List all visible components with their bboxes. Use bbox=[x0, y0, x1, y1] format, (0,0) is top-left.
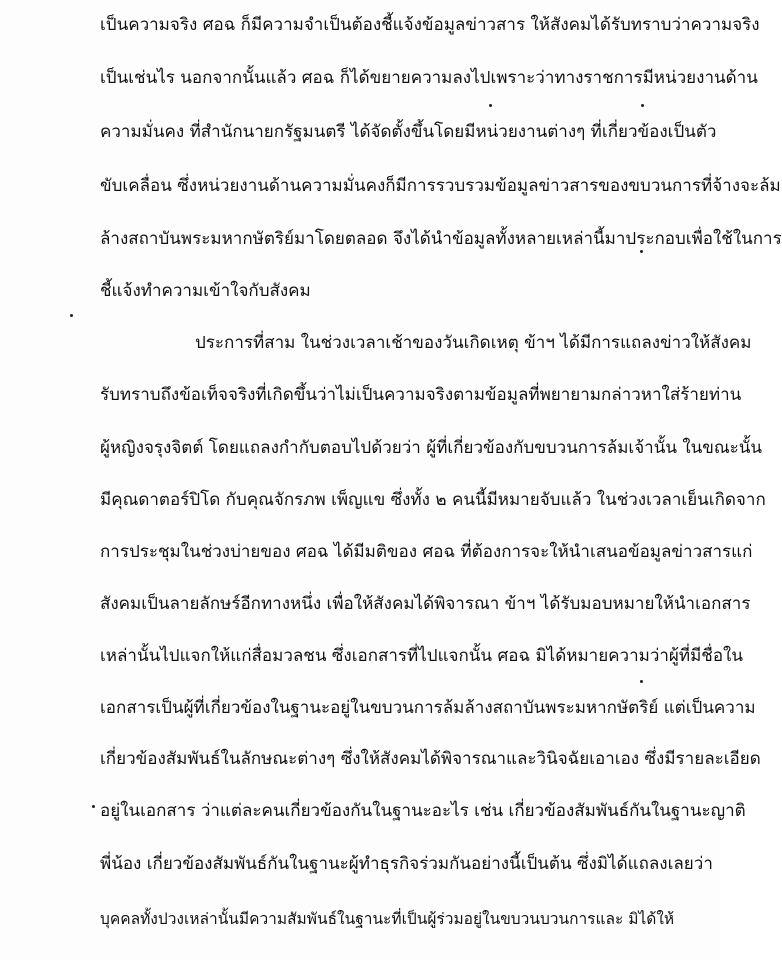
document-line-16: อยู่ในเอกสาร ว่าแต่ละคนเกี่ยวข้องกันในฐานะอะไร เช่น เกี่ยวข้องสัมพันธ์กันในฐานะญาติ bbox=[100, 801, 746, 821]
document-line-1: เป็นความจริง ศอฉ ก็มีความจำเป็นต้องชี้แจ้งข้อมูลข่าวสาร ให้สังคมได้รับทราบว่าความจริง bbox=[100, 15, 760, 35]
document-line-5: ล้างสถาบันพระมหากษัตริย์มาโดยตลอด จึงได้นำข้อมูลทั้งหลายเหล่านี้มาประกอบเพื่อใช้ในการ bbox=[100, 229, 782, 249]
scan-speck bbox=[70, 314, 73, 317]
document-line-3: ความมั่นคง ที่สำนักนายกรัฐมนตรี ได้จัดตั้งขึ้นโดยมีหน่วยงานต่างๆ ที่เกี่ยวข้องเป็นตัว bbox=[100, 122, 717, 142]
scan-speck bbox=[640, 680, 643, 683]
scan-speck bbox=[92, 805, 95, 808]
scan-speck bbox=[640, 250, 643, 253]
document-line-12: สังคมเป็นลายลักษร์อีกทางหนึ่ง เพื่อให้สังคมได้พิจารณา ข้าฯ ได้รับมอบหมายให้นำเอกสาร bbox=[100, 594, 751, 614]
document-line-4: ขับเคลื่อน ซึ่งหน่วยงานด้านความมั่นคงก็มีการรวบรวมข้อมูลข่าวสารของขบวนการที่จ้างจะล้ม bbox=[100, 176, 781, 196]
document-line-10: มีคุณดาตอร์ปิโด กับคุณจักรภพ เพ็ญแข ซึ่งทั้ง ๒ คนนี้มีหมายจับแล้ว ในช่วงเวลาเย็นเกิดจาก bbox=[100, 490, 766, 510]
document-line-9: ผู้หญิงจรุงจิตต์ โดยแถลงกำกับตอบไปด้วยว่า ผู้ที่เกี่ยวข้องกับขบวนการล้มเจ้านั้น ในขณะนั้น bbox=[100, 438, 763, 458]
document-line-17: พี่น้อง เกี่ยวข้องสัมพันธ์กันในฐานะผู้ทำธุรกิจร่วมกันอย่างนี้เป็นต้น ซึ่งมิได้แถลงเลยว่า bbox=[100, 854, 713, 874]
document-line-7: ประการที่สาม ในช่วงเวลาเช้าของวันเกิดเหตุ ข้าฯ ได้มีการแถลงข่าวให้สังคม bbox=[195, 333, 752, 353]
scan-speck bbox=[641, 104, 644, 107]
document-line-8: รับทราบถึงข้อเท็จจริงที่เกิดขึ้นว่าไม่เป็นความจริงตามข้อมูลที่พยายามกล่าวหาใส่ร้ายท่าน bbox=[100, 385, 742, 405]
document-line-2: เป็นเช่นไร นอกจากนั้นแล้ว ศอฉ ก็ได้ขยายความลงไปเพราะว่าทางราชการมีหน่วยงานด้าน bbox=[100, 68, 758, 88]
document-line-14: เอกสารเป็นผู้ที่เกี่ยวข้องในฐานะอยู่ในขบวนการล้มล้างสถาบันพระมหากษัตริย์ แต่เป็นความ bbox=[100, 698, 756, 718]
document-line-15: เกี่ยวข้องสัมพันธ์ในลักษณะต่างๆ ซึ่งให้สังคมได้พิจารณาและวินิจฉัยเอาเอง ซึ่งมีรายละเอียด bbox=[100, 749, 761, 769]
document-line-6: ชี้แจ้งทำความเข้าใจกับสังคม bbox=[100, 281, 311, 301]
scan-speck bbox=[489, 104, 492, 107]
document-line-13: เหล่านั้นไปแจกให้แก่สื่อมวลชน ซึ่งเอกสารที่ไปแจกนั้น ศอฉ มิได้หมายความว่าผู้ที่มีชื่อใน bbox=[100, 646, 743, 666]
document-line-18: บุคคลทั้งปวงเหล่านั้นมีความสัมพันธ์ในฐานะที่เป็นผู้ร่วมอยู่ในขบวนบวนการและ มิได้ให้ bbox=[100, 910, 675, 928]
document-line-11: การประชุมในช่วงบ่ายของ ศอฉ ได้มีมติของ ศอฉ ที่ต้องการจะให้นำเสนอข้อมูลข่าวสารแก่ bbox=[100, 542, 753, 562]
